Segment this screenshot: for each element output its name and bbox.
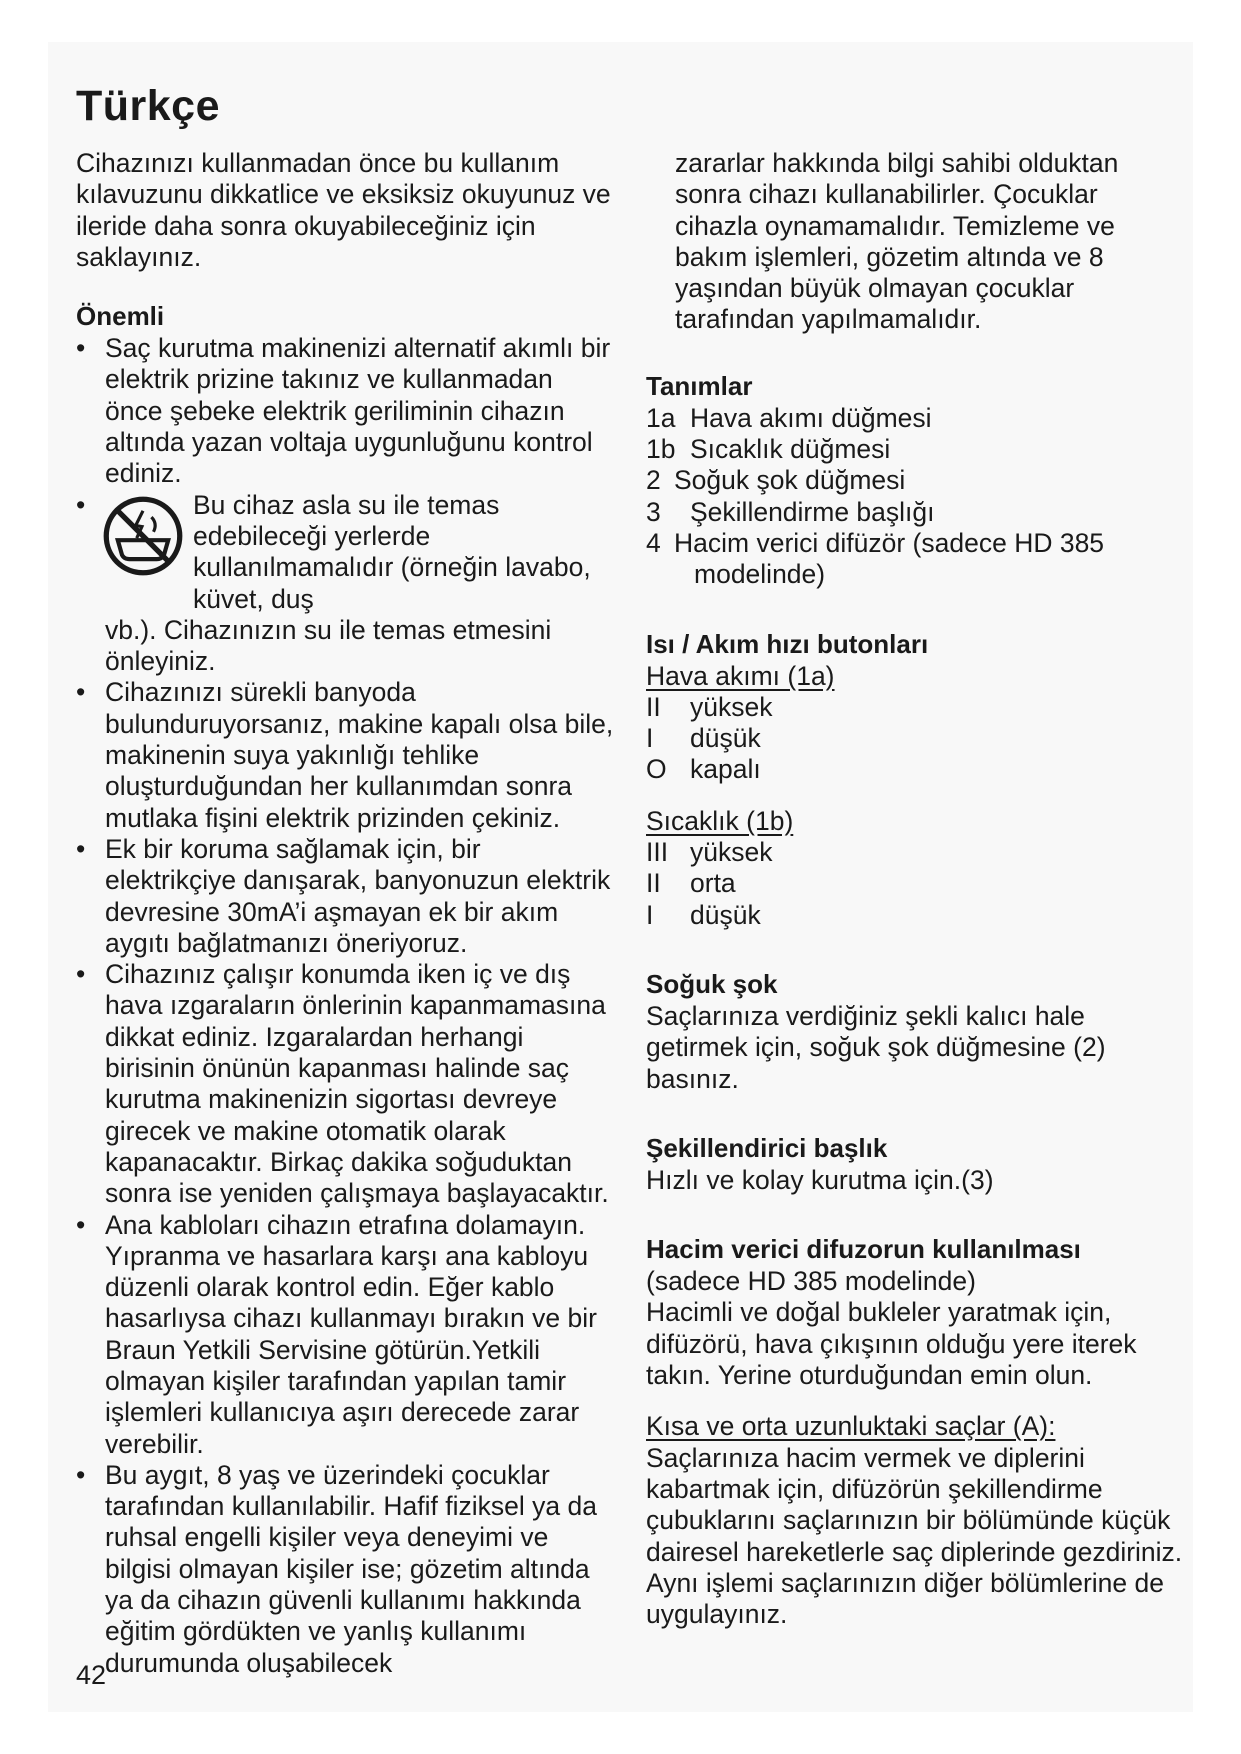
bullet-item: • Ek bir koruma sağlamak için, bir elektrikçiye danışarak, banyonuzun elektrik devresine 30mA’i aşmayan ek bir akım aygıtı bağlatmanızı öneriyoruz. [76, 834, 616, 959]
definition-text: Şekillendirme başlığı [690, 496, 935, 527]
setting-key: III [646, 837, 669, 868]
cold-shot-heading: Soğuk şok [646, 968, 778, 999]
bullet-text-continued: vb.). Cihazınızın su ile temas etmesini önleyiniz. [105, 614, 552, 677]
page-number: 42 [76, 1660, 107, 1690]
setting-key: II [646, 691, 661, 722]
definition-key: 3 [646, 496, 661, 527]
page-title: Türkçe [76, 82, 221, 130]
diffuser-heading: Hacim verici difuzorun kullanılması [646, 1234, 1081, 1265]
right-column [646, 148, 1186, 1630]
diffuser-note: (sadece HD 385 modelinde) [646, 1266, 976, 1297]
airflow-label: Hava akımı (1a) [646, 660, 835, 691]
bullet-item: • Cihazınız çalışır konumda iken iç ve dış hava ızgaraların önlerinin kapanmamasına dikkat ediniz. Izgaralardan herhangi birisinin önünün kapanması halinde saç kurutma makinenizin sigortası devreye girecek ve makine otomatik olarak kapanacaktır. Birkaç dakika soğuduktan sonra ise yeniden çalışmaya başlayacaktır. [76, 959, 616, 1209]
definition-text: Hacim verici difüzör (sadece HD 385 modelinde) [674, 527, 1105, 590]
intro-paragraph: Cihazınızı kullanmadan önce bu kullanım kılavuzunu dikkatlice ve eksiksiz okuyunuz ve ileride daha sonra okuyabileceğiniz için saklayınız. [76, 148, 611, 272]
definition-key: 1b [646, 434, 676, 465]
bullet-item-water-warning [76, 490, 616, 678]
bullet-item: • Ana kabloları cihazın etrafına dolamayın. Yıpranma ve hasarlara karşı ana kabloyu düzenli olarak kontrol edin. Eğer kablo hasarlıysa cihazı kullanmayı bırakın ve bir Braun Yetkili Servisine götürün.Yetkili olmayan kişiler tarafından yapılan tamir işlemleri kullanıcıya aşırı derecede zarar verebilir. [76, 1210, 616, 1460]
heat-label: Sıcaklık (1b) [646, 805, 794, 836]
setting-text: düşük [690, 723, 761, 754]
definition-text: Sıcaklık düğmesi [690, 434, 891, 465]
cold-shot-text: Saçlarınıza verdiğiniz şekli kalıcı hale getirmek için, soğuk şok düğmesine (2) basınız. [646, 1000, 1106, 1094]
definition-item [646, 497, 1186, 528]
definition-key: 1a [646, 402, 676, 433]
diffuser-sub-text: Saçlarınıza hacim vermek ve diplerini kabartmak için, difüzörün şekillendirme çubuklarını saçlarınızın bir bölümünde küçük dairesel hareketlerle saç diplerinde gezdiriniz. Aynı işlemi saçlarınızın diğer bölümlerine de uygulayınız. [646, 1442, 1183, 1630]
diffuser-text: Hacimli ve doğal bukleler yaratmak için, difüzörü, hava çıkışının olduğu yere iterek takın. Yerine oturduğundan emin olun. [646, 1297, 1137, 1391]
bullet-item: • Bu aygıt, 8 yaş ve üzerindeki çocuklar tarafından kullanılabilir. Hafif fiziksel ya da ruhsal engelli kişiler veya deneyimi ve bilgisi olmayan kişiler ise; gözetim altında ya da cihazın güvenli kullanımı hakkında eğitim gördükten ve yanlış kullanımı durumunda oluşabilecek [76, 1460, 616, 1679]
definition-text: Hava akımı düğmesi [690, 402, 932, 433]
airflow-setting [646, 754, 1186, 785]
continued-paragraph: zararlar hakkında bilgi sahibi olduktan sonra cihazı kullanabilirler. Çocuklar cihazla oynamamalıdır. Temizleme ve bakım işlemleri, gözetim altında ve 8 yaşından büyük olmayan çocuklar tarafından yapılmamalıdır. [675, 148, 1119, 335]
left-column [76, 148, 616, 1679]
bullet-item: • Saç kurutma makinenizi alternatif akımlı bir elektrik prizine takınız ve kullanmadan önce şebeke elektrik geriliminin cihazın altında yazan voltaja uygunluğunu kontrol ediniz. [76, 333, 616, 489]
heat-setting [646, 837, 1186, 868]
important-heading: Önemli [76, 301, 165, 332]
no-water-bath-icon [101, 494, 185, 578]
styling-nozzle-heading: Şekillendirici başlık [646, 1132, 888, 1163]
styling-nozzle-text: Hızlı ve kolay kurutma için.(3) [646, 1164, 994, 1195]
setting-key: O [646, 754, 667, 785]
setting-key: II [646, 868, 661, 899]
setting-key: I [646, 899, 654, 930]
setting-text: düşük [690, 899, 761, 930]
controls-heading: Isı / Akım hızı butonları [646, 628, 929, 659]
airflow-setting [646, 723, 1186, 754]
definition-item [646, 528, 1186, 591]
airflow-setting [646, 692, 1186, 723]
definition-item [646, 465, 1186, 496]
setting-text: orta [690, 868, 736, 899]
definition-item [646, 403, 1186, 434]
setting-text: yüksek [690, 691, 773, 722]
definition-key: 2 [646, 465, 661, 496]
bullet-item: • Cihazınızı sürekli banyoda bulunduruyorsanız, makine kapalı olsa bile, makinenin suya yakınlığı tehlike oluşturduğundan her kullanımdan sonra mutlaka fişini elektrik prizinden çekiniz. [76, 677, 616, 833]
setting-key: I [646, 723, 654, 754]
definitions-heading: Tanımlar [646, 370, 753, 401]
definition-text: Soğuk şok düğmesi [674, 465, 906, 496]
heat-setting [646, 868, 1186, 899]
heat-setting [646, 900, 1186, 931]
bullet-text: • Bu cihaz asla su ile temas edebileceği yerlerde kullanılmamalıdır (örneğin lavabo, küvet, duş [193, 489, 591, 614]
setting-text: kapalı [690, 754, 761, 785]
definition-item [646, 434, 1186, 465]
setting-text: yüksek [690, 837, 773, 868]
diffuser-sub-label: Kısa ve orta uzunluktaki saçlar (A): [646, 1411, 1056, 1442]
definition-key: 4 [646, 527, 661, 558]
